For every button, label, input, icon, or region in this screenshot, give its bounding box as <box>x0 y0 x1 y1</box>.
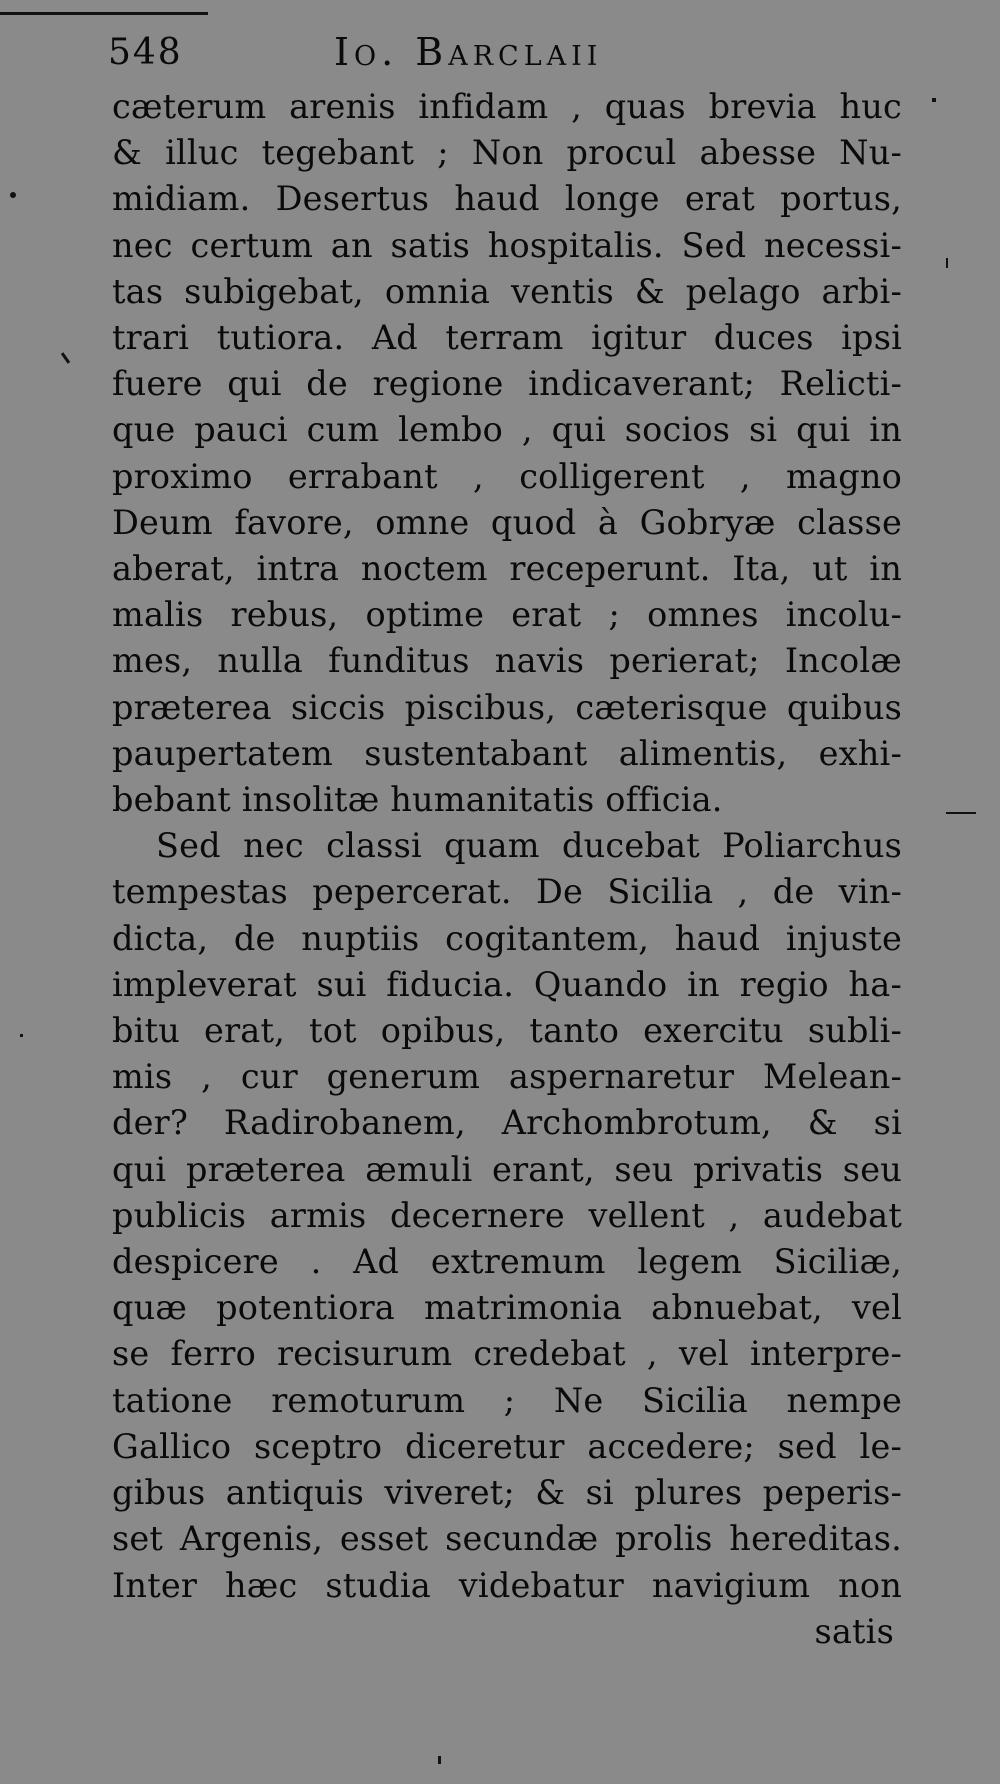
text-line: se ferro recisurum credebat , vel interpre- <box>112 1334 902 1374</box>
text-line: malis rebus, optime erat ; omnes incolu- <box>112 595 902 635</box>
text-line: qui præterea æmuli erant, seu privatis seu <box>112 1149 902 1189</box>
text-line: & illuc tegebant ; Non procul abesse Nu- <box>112 133 902 173</box>
text-line: gibus antiquis viveret; & si plures peperis- <box>112 1473 902 1513</box>
margin-speck <box>61 352 70 364</box>
text-line: der? Radirobanem, Archombrotum, & si <box>112 1103 902 1143</box>
text-line: fuere qui de regione indicaverant; Relicti- <box>112 364 902 404</box>
text-line: bitu erat, tot opibus, tanto exercitu subli- <box>112 1011 902 1051</box>
text-line: quæ potentiora matrimonia abnuebat, vel <box>112 1288 902 1328</box>
text-line: tatione remoturum ; Ne Sicilia nempe <box>112 1380 902 1420</box>
text-line: præterea siccis piscibus, cæterisque quibus <box>112 687 902 727</box>
text-line: publicis armis decernere vellent , audebat <box>112 1195 902 1235</box>
paragraph-2 <box>112 823 902 1608</box>
text-line: impleverat sui fiducia. Quando in regio ha- <box>112 964 902 1004</box>
margin-speck <box>946 258 948 268</box>
text-line: proximo errabant , colligerent , magno <box>112 456 902 496</box>
text-line: tas subigebat, omnia ventis & pelago arbi- <box>112 271 902 311</box>
text-line: cæterum arenis infidam , quas brevia huc <box>112 87 902 126</box>
text-line: Sed nec classi quam ducebat Poliarchus <box>156 826 902 866</box>
body-text <box>112 84 902 1655</box>
margin-speck <box>438 1756 441 1764</box>
text-line: set Argenis, esset secundæ prolis hereditas. <box>112 1519 902 1559</box>
running-head: Io. Barclaii <box>334 30 603 74</box>
page-number: 548 <box>108 32 183 73</box>
margin-speck <box>10 192 16 198</box>
text-line: que pauci cum lembo , qui socios si qui in <box>112 410 902 450</box>
page-header <box>108 22 902 84</box>
text-line: tempestas pepercerat. De Sicilia , de vin- <box>112 872 902 912</box>
text-line: bebant insolitæ humanitatis officia. <box>112 780 723 820</box>
text-line: dicta, de nuptiis cogitantem, haud injuste <box>112 918 902 958</box>
text-line: Deum favore, omne quod à Gobryæ classe <box>112 502 902 542</box>
text-line: nec certum an satis hospitalis. Sed necessi- <box>112 225 902 265</box>
paragraph-1 <box>112 84 902 823</box>
text-line: aberat, intra noctem receperunt. Ita, ut in <box>112 549 902 589</box>
text-line: mis , cur generum aspernaretur Melean- <box>112 1057 902 1097</box>
page <box>108 22 902 1655</box>
margin-speck <box>20 1034 23 1037</box>
text-line: Gallico sceptro diceretur accedere; sed le- <box>112 1426 902 1466</box>
top-rule <box>0 12 208 15</box>
text-line: despicere . Ad extremum legem Siciliæ, <box>112 1242 902 1282</box>
text-line: Inter hæc studia videbatur navigium non <box>112 1565 902 1605</box>
text-line: trari tutiora. Ad terram igitur duces ipsi <box>112 318 902 358</box>
margin-speck <box>946 812 976 814</box>
text-line: paupertatem sustentabant alimentis, exhi- <box>112 733 902 773</box>
margin-speck <box>932 98 936 102</box>
text-line: mes, nulla funditus navis perierat; Incolæ <box>112 641 902 681</box>
text-line: midiam. Desertus haud longe erat portus, <box>112 179 902 219</box>
catchword: satis <box>814 1611 894 1651</box>
